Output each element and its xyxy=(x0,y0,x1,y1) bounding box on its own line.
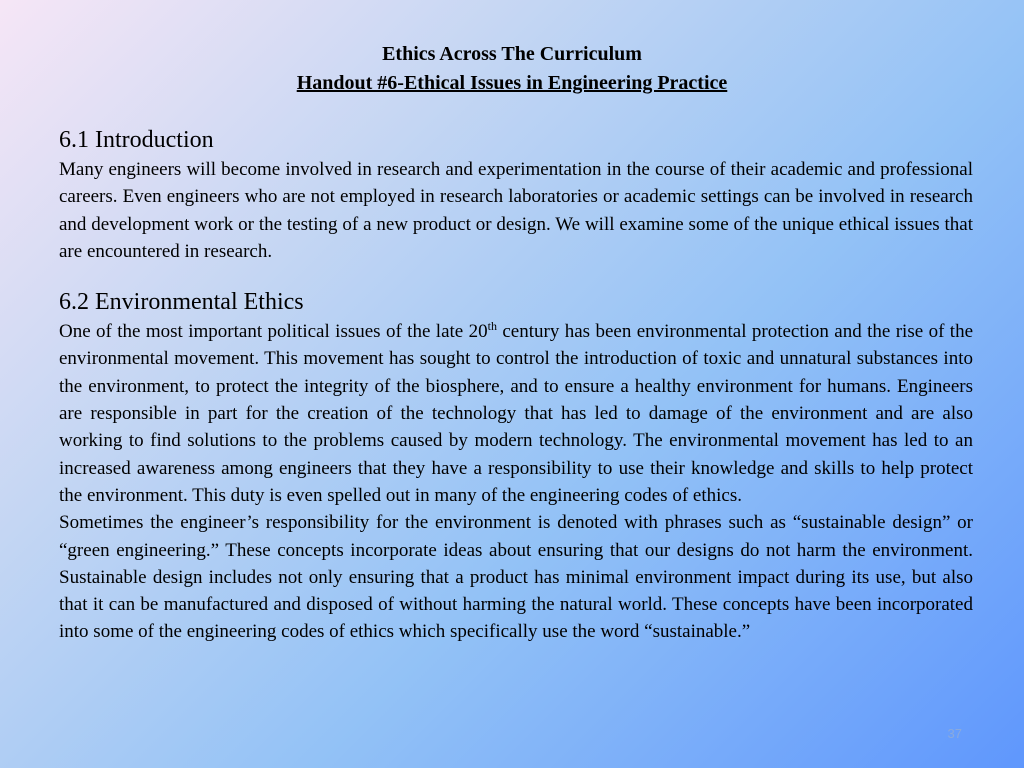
page-number: 37 xyxy=(947,726,962,741)
title-block xyxy=(0,40,1024,98)
page-subtitle: Handout #6-Ethical Issues in Engineering Practice xyxy=(296,72,728,94)
section-heading-environmental-ethics: 6.2 Environmental Ethics xyxy=(59,289,304,316)
section-spacer xyxy=(59,265,973,287)
environmental-paragraph-2: Sometimes the engineer’s responsibility for the environment is denoted with phrases such as “sustainable design” or “green engineering.” These concepts incorporate ideas about ensuring that our designs do not harm the environment. Sustainable design includes not only ensuring that a product has minimal environment impact during its use, but also that it can be manufactured and disposed of without harming the natural world. These concepts have been incorporated into some of the engineering codes of ethics which specifically use the word “sustainable.” xyxy=(59,512,973,643)
ordinal-superscript: th xyxy=(487,319,497,334)
environmental-paragraph-1-end: century has been environmental protection and the rise of the environmental movement. This movement has sought to control the introduction of toxic and unnatural substances into the environment, to protect the integrity of the biosphere, and to ensure a healthy environment for humans. Engineers are responsible in part for the creation of the technology that has led to damage of the environment and are also working to find solutions to the problems caused by modern technology. The environmental movement has led to an increased awareness among engineers that they have a responsibility to use their knowledge and skills to help protect the environment. This duty is even spelled out in many of the engineering codes of ethics. xyxy=(59,321,973,506)
section-heading-introduction: 6.1 Introduction xyxy=(59,127,214,153)
body-content xyxy=(59,125,973,646)
page-title: Ethics Across The Curriculum xyxy=(382,43,642,65)
introduction-paragraph: Many engineers will become involved in research and experimentation in the course of their academic and professional careers. Even engineers who are not employed in research laboratories or academic settings can be involved in research and development work or the testing of a new product or design. We will examine some of the unique ethical issues that are encountered in research. xyxy=(59,159,973,262)
environmental-paragraph-1-start: One of the most important political issues of the late 20 xyxy=(59,321,488,343)
environmental-paragraph-1 xyxy=(59,318,973,509)
